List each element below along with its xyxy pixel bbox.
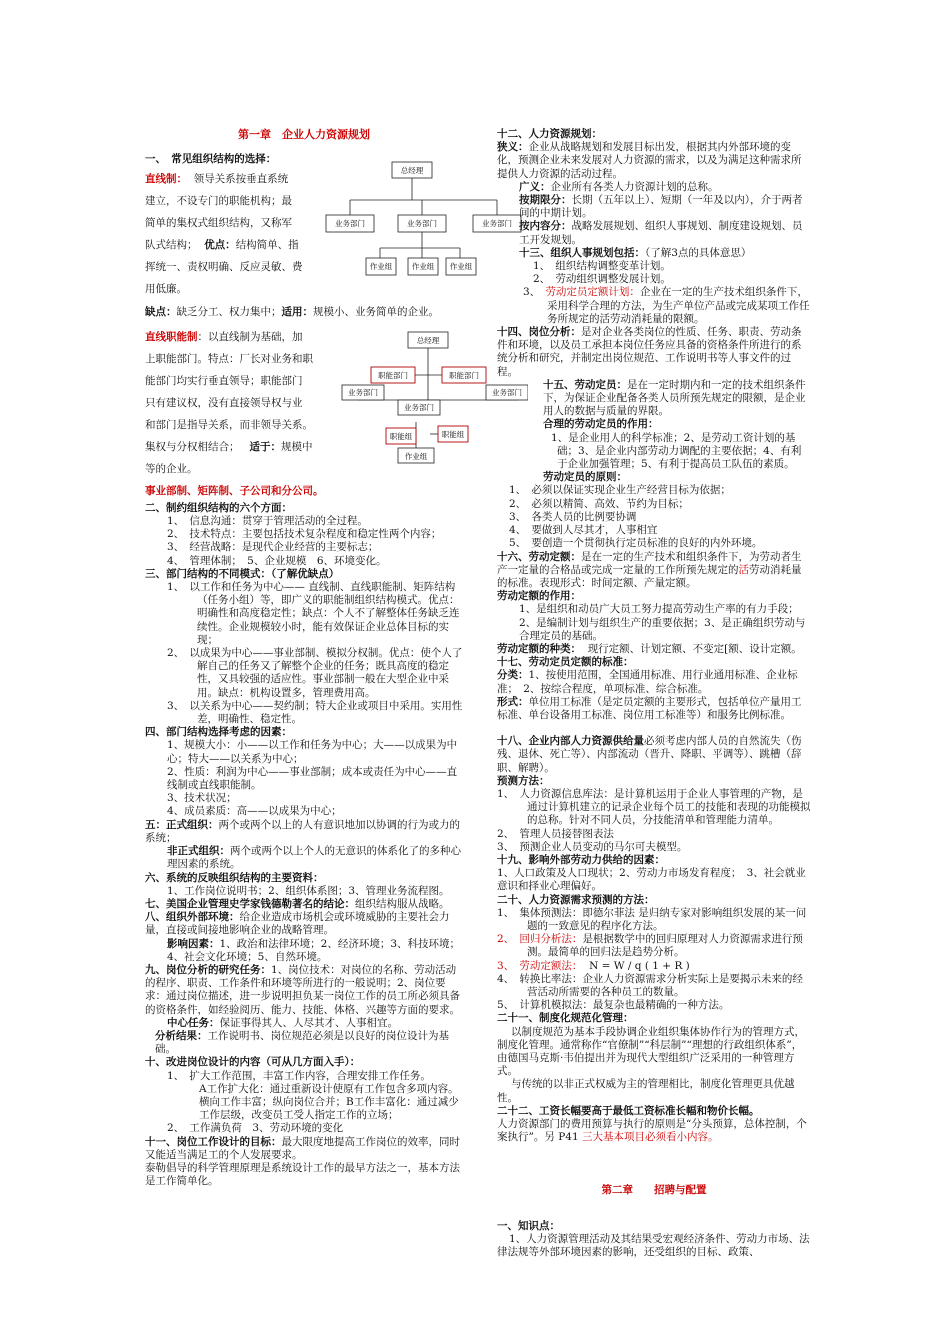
- section-10-item: A工作扩大化：通过重新设计使原有工作包含多项内容。横向工作丰富；纵向岗位合并；B工作丰富化：通过减少工作层级，改变员工受人指定工作的立场；: [199, 1082, 459, 1122]
- section-22-text: [497, 1118, 811, 1144]
- section-16-highlight: 活: [738, 563, 749, 576]
- func-dept-label: 职能部门: [378, 371, 408, 380]
- section-4-item: 4、成员素质：高——以成果为中心；: [167, 805, 342, 818]
- informal-org-label: 非正式组织：: [167, 845, 230, 858]
- form-text: 单位用工标准（是定员定额的主要形式，包括单位产量用工标准、单台设备用工标准、岗位用工标准等）和服务比例标准。: [497, 695, 802, 721]
- section-10-item: 2、 工作满负荷 3、劳动环境的变化: [167, 1122, 344, 1135]
- center-task-text: 保证事得其人、人尽其才、人事相宜。: [219, 1016, 398, 1029]
- section-13-item: 1、 组织结构调整变革计划。: [533, 260, 671, 273]
- section-9-result: [145, 1030, 463, 1056]
- section-18-text: 必须考虑内部人员的自然流失（伤残、退休、死亡等）、内部流动（晋升、降职、平调等）、跳槽（辞职、解聘）。: [497, 735, 802, 774]
- section-14-text: 是对企业各类岗位的性质、任务、职责、劳动条件和环境，以及员工承担本岗位任务应具备的资格条件所进行的系统分析和研究，并制定出岗位规范、工作说明书等人事文件的过程。: [497, 326, 802, 378]
- quota-plan-term: 劳动定员定额计划：: [545, 286, 640, 299]
- group-label: 作业组: [369, 262, 393, 271]
- line-structure-text: 队式结构；: [145, 239, 198, 252]
- line-function-text: 和部门是指导关系，而非领导关系。: [145, 418, 313, 431]
- staffing-principle-item: 5、 要创造一个贯彻执行定员标准的良好的内外环境。: [509, 537, 763, 550]
- top-manager-label: 总经理: [400, 166, 424, 175]
- section-9-text: 1、岗位技术：对岗位的名称、劳动活动的程序、职责、工作条件和环境等所进行的一般说明；2、岗位要求：通过岗位描述，进一步说明担负某一岗位工作的员工所必须具备的资格条件，如经验阅历、能力、技能、体格、兴趣等方面的要求。: [145, 963, 460, 1016]
- section-8-text: 给企业造成市场机会或环境威胁的主要社会力量，直接或间接地影响企业的战略管理。: [145, 911, 450, 937]
- section-11: [145, 1136, 463, 1162]
- line-structure-org-chart: [322, 160, 522, 280]
- cons-text: 缺乏分工、权力集中；: [176, 306, 282, 319]
- category-label: 分类：: [497, 669, 529, 682]
- staffing-principles-list: [497, 484, 811, 550]
- by-content-text: 战略发展规划、组织人事规划、制度建设规划、员工开发规划。: [519, 220, 803, 246]
- quota-kinds-text: 现行定额、计划定额、不变定[额、设计定额。: [587, 642, 802, 655]
- section-16-text: 是在一定的生产技术和组织条件下，为劳动者生产一定量的合格品或完成一定量的工作所预先规定的: [497, 550, 802, 576]
- section-3-item: 2、 以成果为中心——事业部制、模拟分权制。优点：使个人了解自己的任务又了解整个企业的任务；既具高度的稳定性，又具较强的适应性。事业部制一般在大型企业中采用。缺点：机构设置多，管理费用高。: [167, 647, 463, 699]
- forecast-methods-heading: 预测方法：: [497, 774, 550, 787]
- broad-definition: [497, 181, 811, 194]
- dept-label: 业务部门: [482, 219, 512, 228]
- section-3-list: [145, 581, 463, 726]
- section-13: [497, 247, 811, 260]
- forecast-method-item: 2、 管理人员接替图表法: [497, 827, 614, 840]
- formal-org-text: 两个或两个以上的人有意识地加以协调的行为或力的系统；: [145, 818, 460, 844]
- biz-dept-label: 业务部门: [348, 388, 378, 397]
- section-1-heading: 一、 常见组织结构的选择：: [145, 153, 277, 166]
- factors-label: 影响因素：: [167, 937, 220, 950]
- biz-dept-label: 业务部门: [492, 388, 522, 397]
- section-2-item: 3、 经营战略：是现代企业经营的主要标志；: [167, 541, 379, 554]
- quota-kinds: [497, 643, 811, 656]
- line-structure-cons: [145, 306, 463, 319]
- line-structure-text: 建立，不设专门的职能机构；最: [145, 195, 292, 208]
- staffing-role-text: 1、是企业用人的科学标准；2、是劳动工资计划的基础；3、是企业内部劳动力调配的主要依据；4、有利于企业加强管理；5、有利于提高员工队伍的素质。: [551, 431, 802, 471]
- biz-dept-label: 业务部门: [404, 403, 434, 412]
- section-2-item: 2、 技术特点：主要包括技术复杂程度和稳定性两个内容；: [167, 528, 442, 541]
- quota-formula: N = W / q ( 1 + R ): [589, 959, 690, 972]
- line-function-text: 集权与分权相结合；: [145, 440, 240, 453]
- section-3-item: 3、 以关系为中心——契约制；特大企业或项目中采用。实用性差，明确性、稳定性。: [167, 699, 463, 726]
- section-6-text: 1、工作岗位说明书；2、组织体系图；3、管理业务流程图。: [167, 884, 450, 897]
- section-14: [497, 326, 811, 379]
- section-11-label: 十一、岗位工作设计的目标：: [145, 1135, 282, 1148]
- section-13-item-3: [497, 286, 811, 326]
- line-function-text: 上职能部门。特点：厂长对业务和职: [145, 352, 313, 365]
- section-17-form: [497, 696, 811, 722]
- broad-text: 企业所有各类人力资源计划的总称。: [550, 180, 719, 193]
- line-function-text: 只有建议权，没有直接领导权与业: [145, 396, 303, 409]
- line-structure-text: 结构简单、指: [235, 239, 299, 252]
- section-7-text: 组织结构服从战略。: [355, 897, 450, 910]
- form-label: 形式：: [497, 695, 529, 708]
- broad-label: 广义：: [519, 180, 551, 193]
- line-structure-term: 直线制：: [145, 173, 187, 186]
- section-7: [145, 898, 463, 911]
- section-14-label: 十四、岗位分析：: [497, 326, 581, 339]
- section-17-category: [497, 669, 811, 695]
- line-function-text: 规模中: [281, 440, 313, 453]
- result-label: 分析结果：: [155, 1029, 208, 1042]
- quota-role-heading: 劳动定额的作用：: [497, 590, 581, 603]
- section-9-label: 九、岗位分析的研究任务：: [145, 963, 271, 976]
- line-function-block: [145, 326, 333, 480]
- section-20-item: [497, 960, 811, 973]
- chapter-2-section-1: 一、知识点：: [497, 1219, 560, 1232]
- section-19-text: 1、人口政策及人口现状；2、劳动力市场发育程度； 3、社会就业意识和择业心理偏好。: [497, 867, 806, 893]
- line-structure-text: 用低廉。: [145, 283, 187, 296]
- suitable-label: 适用：: [281, 306, 313, 319]
- budget-note: 三大基本项目必须看小内容。: [581, 1131, 719, 1144]
- suitable-label: 适于：: [249, 440, 282, 453]
- dept-label: 业务部门: [335, 219, 365, 228]
- section-3-item: 1、 以工作和任务为中心—— 直线制、直线职能制、矩阵结构（任务小组）等，即广义的职能制组织结构模式。优点：明确性和高度稳定性；缺点：个人不了解整体任务缺乏连续性。企业规模较小时，能有效保证企业总体目标的实现；: [167, 581, 460, 646]
- staffing-principle-item: 2、 必须以精简、高效、节约为目标；: [509, 497, 689, 510]
- section-2-item: 1、 信息沟通：贯穿于管理活动的全过程。: [167, 515, 368, 528]
- left-column: [145, 128, 463, 1188]
- line-function-text: 能部门均实行垂直领导；职能部门: [145, 374, 303, 387]
- section-9-center: [145, 1017, 463, 1030]
- section-11-note: 泰勒倡导的科学管理原理是系统设计工作的最早方法之一，基本方法是工作简单化。: [145, 1161, 460, 1188]
- quota-kinds-label: 劳动定额的种类：: [497, 642, 581, 655]
- staffing-principle-item: 3、 各类人员的比例要协调: [509, 510, 637, 523]
- section-4-heading: 四、部门结构选择考虑的因素：: [145, 726, 292, 739]
- staffing-role-heading: 合理的劳动定员的作用：: [543, 418, 659, 431]
- group-label: 作业组: [404, 452, 428, 461]
- section-10-item: 1、 扩大工作范围，丰富工作内容，合理安排工作任务。: [167, 1069, 431, 1082]
- quota-role-text: 1、是组织和动员广大员工努力提高劳动生产率的有力手段；2、是编制计划与组织生产的重要依据；3、是正确组织劳动与合理定员的基础。: [519, 603, 806, 642]
- section-12-heading: 十二、人力资源规划：: [497, 128, 602, 140]
- section-22-heading: 二十二、工资长幅要高于最低工资标准长幅和物价长幅。: [497, 1104, 760, 1117]
- section-16-label: 十六、劳动定额：: [497, 550, 581, 563]
- section-21-heading: 二十一、制度化规范化管理：: [497, 1012, 634, 1025]
- section-4-item: 1、规模大小：小——以工作和任务为中心；大——以成果为中心；特大——以关系为中心；: [167, 739, 458, 765]
- section-15-label: 十五、劳动定员：: [543, 378, 627, 391]
- func-group-label: 职能组: [389, 432, 413, 441]
- regression-text: 是根据数学中的回归原理对人力资源需求进行预测。最简单的回归法是趋势分析。: [527, 933, 803, 959]
- budget-principle-text: 人力资源部门的费用预算与执行的原则是“分头预算，总体控制，个案执行”。另 P41: [497, 1118, 807, 1144]
- by-term-label: 按期限分：: [519, 194, 572, 207]
- func-dept-label: 职能部门: [449, 371, 479, 380]
- section-7-label: 七、美国企业管理史学家钱德勒著名的结论：: [145, 897, 355, 910]
- by-term: [497, 194, 811, 220]
- section-21-text: 以制度规范为基本手段协调企业组织集体协作行为的管理方式，制度化管理。通常称作“官僚制”“科层制”“理想的行政组织体系”，由德国马克斯·韦伯提出并为现代大型组织广泛采用的一种管理方式。: [497, 1025, 805, 1078]
- forecast-method-item: 3、 预测企业人员变动的马尔可夫模型。: [497, 840, 688, 853]
- section-4-item: 2、性质：利润为中心——事业部制；成本或责任为中心——直线制或直线职能制。: [167, 765, 458, 792]
- chapter-2-text: 1、人力资源管理活动及其结果受宏观经济条件、劳动力市场、法律法规等外部环境因素的影响，还受组织的目标、政策、: [497, 1232, 810, 1259]
- section-19-heading: 十九、影响外部劳动力供给的因素：: [497, 853, 665, 866]
- line-structure-block: [145, 168, 315, 300]
- chapter-2-title: 第二章 招聘与配置: [601, 1184, 707, 1197]
- center-task-label: 中心任务：: [167, 1016, 220, 1029]
- section-20-heading: 二十、人力资源需求预测的方法：: [497, 893, 655, 906]
- section-13-label: 十三、组织人事规划包括：: [519, 246, 645, 259]
- section-6-heading: 六、系统的反映组织结构的主要资料：: [145, 871, 324, 884]
- section-9: [145, 964, 463, 1017]
- staffing-principle-item: 4、 要做到人尽其才，人事相宜: [509, 524, 658, 537]
- formal-org-label: 五：正式组织：: [145, 818, 219, 831]
- staffing-principle-item: 1、 必须以保证实现企业生产经营目标为依据；: [509, 484, 731, 497]
- result-text: 工作说明书、岗位规范必须是以良好的岗位设计为基础。: [155, 1029, 449, 1056]
- forecast-methods-list: [497, 788, 811, 854]
- section-18-label: 十八、企业内部人力资源供给量: [497, 735, 644, 748]
- section-21-text: 与传统的以非正式权威为主的管理相比，制度化管理更具优越性。: [497, 1078, 795, 1104]
- section-15-text: 是在一定时期内和一定的技术组织条件下，为保证企业配备各类人员所预先规定的限额，是企业用人的数据与质量的界限。: [543, 378, 806, 418]
- func-group-label: 职能组: [441, 430, 465, 439]
- by-content: [497, 220, 811, 246]
- section-13-note: （了解3点的具体意思）: [645, 246, 752, 259]
- section-3-heading: 三、部门结构的不同模式：（了解优缺点）: [145, 567, 340, 580]
- narrow-label: 狭义：: [497, 141, 529, 154]
- suitable-text: 规模小、业务简单的企业。: [313, 306, 439, 319]
- section-2-list: [145, 515, 463, 568]
- category-text: 1、按使用范围，全国通用标准、用行业通用标准、企业标准； 2、按综合程度，单项标准、综合标准。: [497, 669, 798, 695]
- line-structure-text: 挥统一、责权明确、反应灵敏、费: [145, 261, 303, 274]
- dept-label: 业务部门: [407, 219, 437, 228]
- narrow-definition: [497, 141, 811, 181]
- section-20-item: [497, 933, 811, 959]
- section-5-informal: [145, 845, 463, 871]
- section-13-item: 2、 劳动组织调整发展计划。: [533, 273, 671, 286]
- section-17-heading: 十七、劳动定员定额的标准：: [497, 656, 634, 669]
- line-function-text: ：以直线制为基础，加: [197, 330, 303, 343]
- narrow-text: 企业从战略规划和发展目标出发，根据其内外部环境的变化，预测企业未来发展对人力资源的需求，以及为满足这种需求所提供人力资源的活动过程。: [497, 141, 802, 180]
- group-label: 作业组: [411, 262, 435, 271]
- right-column: [497, 128, 811, 1259]
- section-20-item: 5、 计算机模拟法：最复杂也最精确的一种方法。: [497, 999, 730, 1012]
- chapter-1-title: 第一章 企业人力资源规划: [238, 128, 370, 141]
- section-10-heading: 十、改进岗位设计的内容（可从几方面入手）：: [145, 1056, 361, 1069]
- by-term-text: 长期（五年以上）、短期（一年及以内），介于两者间的中期计划。: [519, 194, 803, 220]
- by-content-label: 按内容分：: [519, 220, 572, 233]
- line-function-text: 等的企业。: [145, 462, 198, 475]
- staffing-principles-heading: 劳动定员的原则：: [543, 471, 627, 484]
- advantage-label: 优点：: [204, 239, 236, 252]
- factors-text: 1、政治和法律环境；2、经济环境；3、科技环境；4、社会文化环境；5、自然环境。: [167, 937, 461, 963]
- section-11-text: 最大限度地提高工作岗位的效率，同时又能适当满足工的个人发展要求。: [145, 1135, 460, 1161]
- section-8-factors: [145, 938, 463, 964]
- informal-org-text: 两个或两个以上个人的无意识的体系化了的多种心理因素的系统。: [167, 845, 461, 871]
- group-label: 作业组: [449, 262, 473, 271]
- regression-term: 2、 回归分析法：: [497, 933, 583, 946]
- quota-plan-text: 企业在一定的生产技术组织条件下，采用科学合理的方法，为生产单位产品或完成某项工作任务所规定的活劳动消耗量的限额。: [547, 286, 810, 325]
- section-15: [497, 379, 811, 419]
- item-number: 3、: [523, 286, 546, 299]
- section-4-list: [145, 739, 463, 818]
- cons-label: 缺点：: [145, 306, 177, 319]
- section-20-item: 1、 集体预测法：即德尔菲法 是归纳专家对影响组织发展的某一问题的一致意见的程序化方法。: [497, 906, 807, 932]
- section-16-text: 劳动消耗量的标准。表现形式：时间定额、产量定额。: [497, 563, 802, 589]
- section-8-label: 八、组织外部环境：: [145, 911, 240, 924]
- line-structure-text: 简单的集权式组织结构，又称军: [145, 217, 292, 230]
- section-5-formal: [145, 819, 463, 845]
- quota-method-term: 3、 劳动定额法：: [497, 959, 583, 972]
- section-4-item: 3、技术状况；: [167, 792, 237, 805]
- other-structures: 事业部制、矩阵制、子公司和分公司。: [145, 484, 324, 497]
- section-2-heading: 二、制约组织结构的六个方面：: [145, 501, 292, 514]
- section-18: [497, 735, 811, 775]
- top-manager-label: 总经理: [416, 336, 440, 345]
- section-16: [497, 551, 811, 591]
- section-20-item: 4、 转换比率法：企业人力资源需求分析实际上是要揭示未来的经营活动所需要的各种员工的数量。: [497, 972, 803, 998]
- line-function-term: 直线职能制: [145, 330, 198, 343]
- forecast-method-item: 1、 人力资源信息库法：是计算机运用于企业人事管理的产物，是通过计算机建立的记录企业每个员工的技能和表现的功能模拟的总称。针对不同人员，分技能清单和管理能力清单。: [497, 787, 811, 827]
- line-structure-text: 领导关系按垂直系统: [193, 173, 289, 186]
- section-2-item: 4、 管理体制； 5、企业规模 6、环境变化。: [167, 554, 387, 567]
- section-8: [145, 911, 463, 937]
